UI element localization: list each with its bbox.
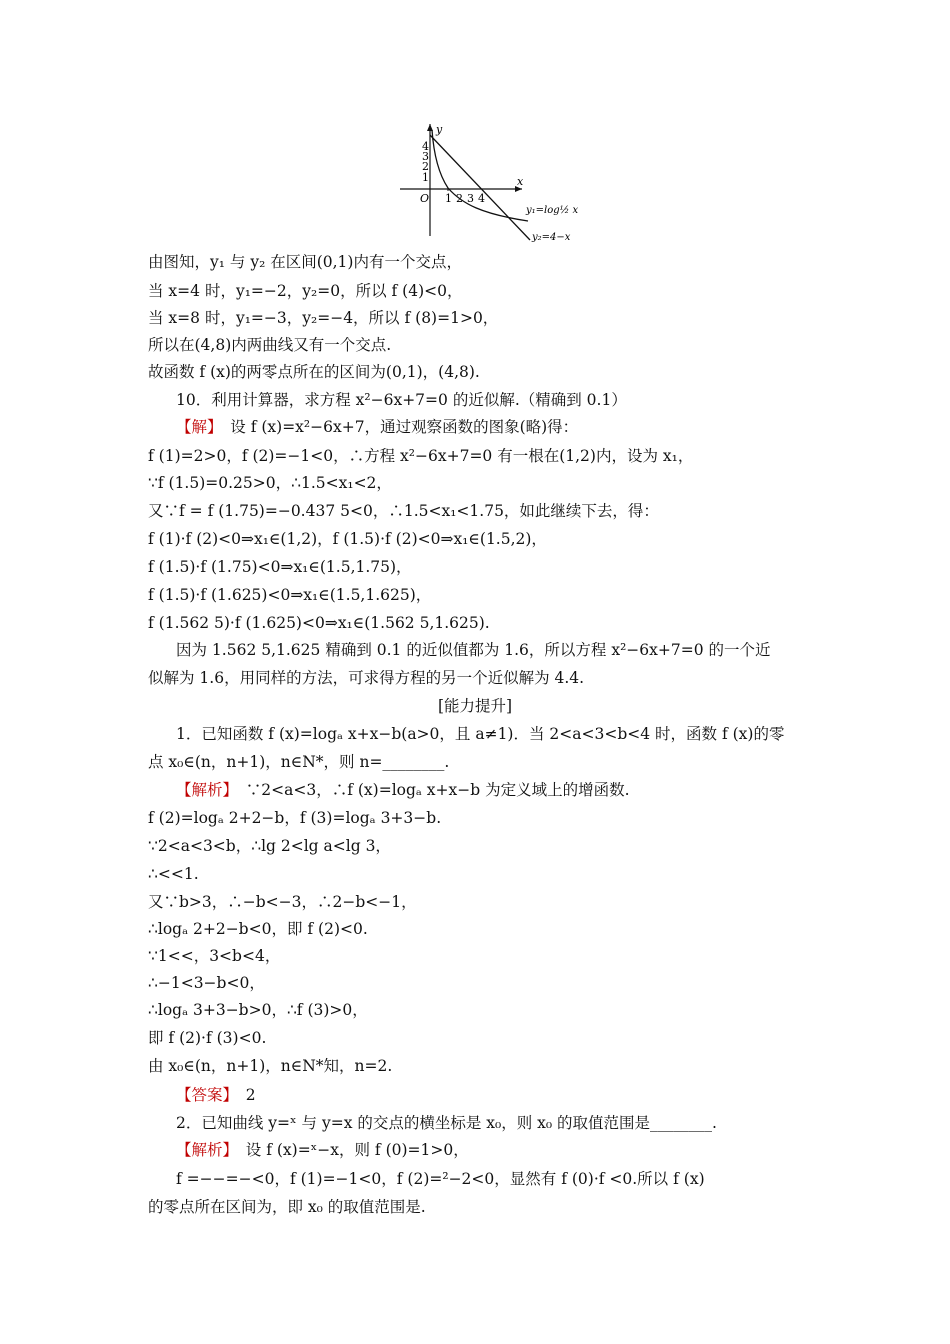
function-graph-figure — [390, 118, 610, 246]
label-y1: y₁=log½ x — [526, 205, 579, 216]
text-line-24: 又∵b>3，∴−b<−3，∴2−b<−1， — [148, 893, 417, 911]
analysis-tag: 【解析】 — [176, 781, 231, 799]
text-line-34: f =−−=−<0，f (1)=−1<0，f (2)=²−2<0，显然有 f (0)·f <0.所以 f (x) — [176, 1170, 705, 1188]
text-line-9: ∵f (1.5)=0.25>0，∴1.5<x₁<2， — [148, 474, 392, 492]
x-axis-label: x — [517, 175, 524, 188]
answer-tag: 【答案】 — [176, 1086, 231, 1104]
text-line-3: 当 x=8 时，y₁=−3，y₂=−4，所以 f (8)=1>0， — [148, 309, 499, 327]
text-line-27: ∴−1<3−b<0， — [148, 974, 265, 992]
text-line-5: 故函数 f (x)的两零点所在的区间为(0,1)，(4,8). — [148, 363, 480, 381]
solution-tag: 【解】 — [176, 418, 215, 436]
text-line-30: 由 x₀∈(n，n+1)，n∈N*知，n=2. — [148, 1057, 393, 1075]
text-line-13: f (1.5)·f (1.625)<0⇒x₁∈(1.5,1.625)， — [148, 586, 432, 604]
x-tick-4: 4 — [478, 192, 485, 205]
origin-label: O — [420, 192, 430, 205]
y-axis-arrow — [427, 124, 433, 131]
y-axis-label: y — [436, 123, 443, 136]
y-tick-3: 3 — [422, 150, 429, 163]
text-line-10: 又∵f = f (1.75)=−0.437 5<0，∴1.5<x₁<1.75，如此继续下去，得： — [148, 502, 659, 520]
curve-y1 — [432, 130, 528, 221]
text-line-28: ∴logₐ 3+3−b>0，∴f (3)>0， — [148, 1001, 368, 1019]
y-tick-4: 4 — [422, 140, 429, 153]
text-line-21: f (2)=logₐ 2+2−b，f (3)=logₐ 3+3−b. — [148, 809, 442, 827]
y-tick-1: 1 — [422, 171, 429, 184]
text-line-23: ∴<<1. — [148, 865, 199, 883]
label-y2: y₂=4−x — [532, 232, 571, 243]
solution-10-intro: 【解】 设 f (x)=x²−6x+7，通过观察函数的图象(略)得： — [176, 418, 579, 436]
problem-1: 1．已知函数 f (x)=logₐ x+x−b(a>0，且 a≠1)．当 2<a<3<b<4 时，函数 f (x)的零 — [176, 725, 785, 743]
text-line-16: 似解为 1.6，用同样的方法，可求得方程的另一个近似解为 4.4. — [148, 669, 585, 687]
analysis-2-intro: 【解析】 设 f (x)=ˣ−x，则 f (0)=1>0， — [176, 1141, 469, 1159]
graph-svg — [390, 118, 610, 246]
text-line-26: ∵1<<，3<b<4， — [148, 947, 281, 965]
text-line-11: f (1)·f (2)<0⇒x₁∈(1,2)，f (1.5)·f (2)<0⇒x₁∈(1.5,2)， — [148, 530, 547, 548]
answer-1: 【答案】 2 — [176, 1086, 256, 1104]
text-line-29: 即 f (2)·f (3)<0. — [148, 1029, 267, 1047]
text-line-22: ∵2<a<3<b，∴lg 2<lg a<lg 3， — [148, 837, 391, 855]
text-line-35: 的零点所在区间为，即 x₀ 的取值范围是. — [148, 1198, 426, 1216]
text-line-2: 当 x=4 时，y₁=−2，y₂=0，所以 f (4)<0， — [148, 282, 463, 300]
x-tick-3: 3 — [467, 192, 474, 205]
text-line-15: 因为 1.562 5,1.625 精确到 0.1 的近似值都为 1.6，所以方程 x²−6x+7=0 的一个近 — [176, 641, 771, 659]
x-tick-2: 2 — [456, 192, 463, 205]
text-line-1: 由图知，y₁ 与 y₂ 在区间(0,1)内有一个交点， — [148, 253, 462, 271]
problem-2: 2．已知曲线 y=ˣ 与 y=x 的交点的横坐标是 x₀，则 x₀ 的取值范围是________. — [176, 1114, 717, 1132]
analysis-tag-2: 【解析】 — [176, 1141, 231, 1159]
text-line-25: ∴logₐ 2+2−b<0，即 f (2)<0. — [148, 920, 368, 938]
text-line-8: f (1)=2>0，f (2)=−1<0，∴方程 x²−6x+7=0 有一根在(1,2)内，设为 x₁， — [148, 447, 694, 465]
section-heading: [能力提升] — [437, 697, 513, 715]
problem-10: 10．利用计算器，求方程 x²−6x+7=0 的近似解.（精确到 0.1） — [176, 391, 627, 409]
text-line-12: f (1.5)·f (1.75)<0⇒x₁∈(1.5,1.75)， — [148, 558, 412, 576]
y-tick-2: 2 — [422, 160, 429, 173]
x-tick-1: 1 — [445, 192, 452, 205]
problem-1-cont: 点 x₀∈(n，n+1)，n∈N*，则 n=________. — [148, 753, 450, 771]
analysis-1-intro: 【解析】 ∵2<a<3，∴f (x)=logₐ x+x−b 为定义域上的增函数. — [176, 781, 630, 799]
text-line-14: f (1.562 5)·f (1.625)<0⇒x₁∈(1.562 5,1.625). — [148, 614, 490, 632]
text-line-4: 所以在(4,8)内两曲线又有一个交点. — [148, 336, 392, 354]
